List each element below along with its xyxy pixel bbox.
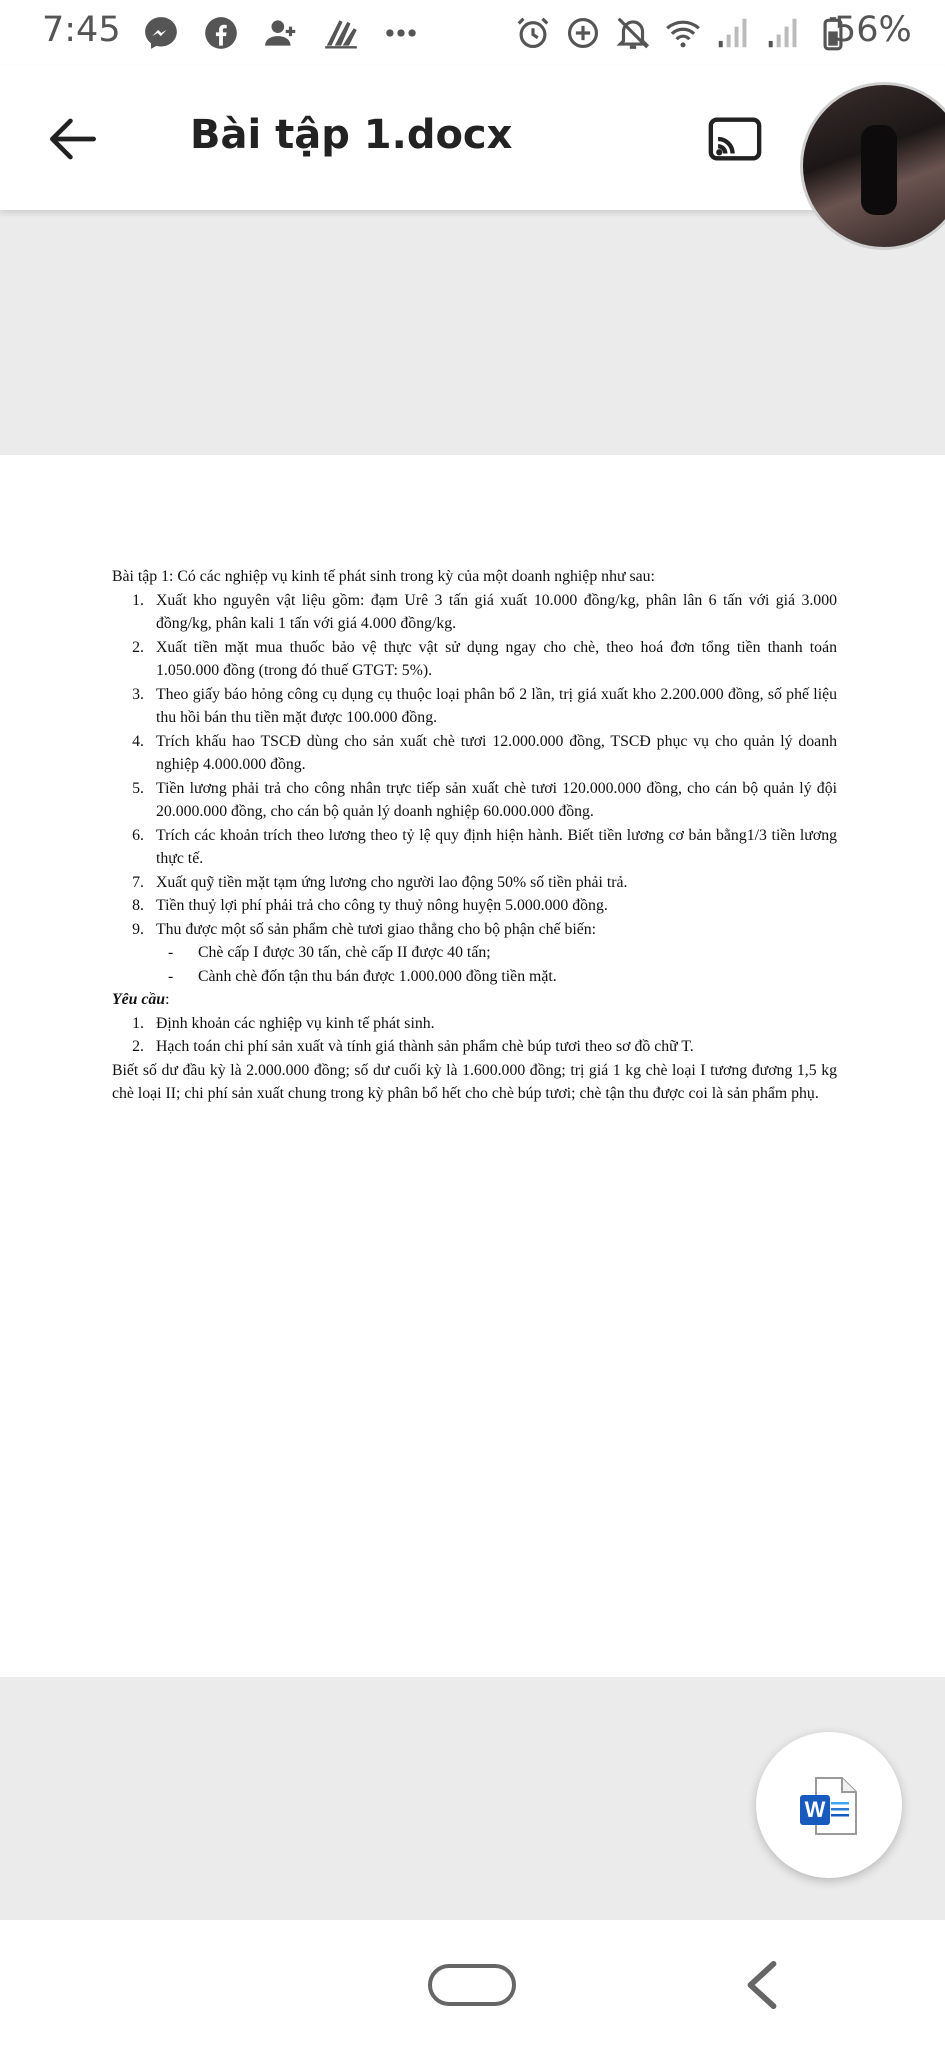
status-bar (0, 0, 945, 66)
facebook-icon (202, 14, 240, 52)
svg-text:W: W (804, 1797, 826, 1822)
list-item: 9. Thu được một số sản phẩm chè tươi giao thẳng cho bộ phận chế biến: (132, 920, 597, 938)
list-item: 6. Trích các khoản trích theo lương theo tỷ lệ quy định hiện hành. Biết tiền lương cơ bản bằng1/3 tiền lương thực tế. (132, 826, 837, 867)
home-button[interactable] (428, 1964, 516, 2006)
sub-list-item: - Cành chè đốn tận thu bán được 1.000.000 đồng tiền mặt. (168, 967, 557, 985)
document-closing: Biết số dư đầu kỳ là 2.000.000 đồng; số dư cuối kỳ là 1.600.000 đồng; trị giá 1 kg chè loại I tương đương 1,5 kg chè loại II; chi phí sản xuất chung trong kỳ phân bổ hết cho chè búp tươi; chè tận thu được coi là sản phẩm phụ. (112, 1061, 837, 1102)
requirements-heading: Yêu cầu: (112, 991, 170, 1008)
list-item: 8. Tiền thuỷ lợi phí phải trả cho công ty thuỷ nông huyện 5.000.000 đồng. (132, 897, 608, 914)
list-item: 7. Xuất quỹ tiền mặt tạm ứng lương cho người lao động 50% số tiền phải trả. (132, 873, 628, 891)
wifi-icon (664, 14, 702, 52)
alarm-icon (514, 14, 552, 52)
signal-icon (714, 14, 752, 52)
status-notification-icons (142, 14, 420, 52)
cast-icon[interactable] (706, 110, 764, 168)
document-body (112, 565, 837, 1106)
word-icon (798, 1776, 860, 1836)
document-title: Bài tập 1.docx (190, 112, 513, 158)
navigation-bar (0, 1920, 945, 2048)
task-list (112, 589, 837, 942)
chevron-back-icon[interactable] (744, 1960, 780, 2010)
open-in-word-button[interactable] (756, 1732, 902, 1878)
list-item: 1. Xuất kho nguyên vật liệu gồm: đạm Urê 3 tấn giá xuất 10.000 đồng/kg, phân lân 6 tấn với giá 3.000 đồng/kg, phân kali 1 tấn với giá 4.000 đồng/kg. (132, 591, 837, 632)
status-time: 7:45 (42, 10, 121, 50)
list-item: 2. Hạch toán chi phí sản xuất và tính giá thành sản phẩm chè búp tươi theo sơ đồ chữ T. (132, 1038, 694, 1055)
document-page (0, 455, 945, 1677)
document-intro: Bài tập 1: Có các nghiệp vụ kinh tế phát sinh trong kỳ của một doanh nghiệp như sau: (112, 568, 655, 585)
list-item: 2. Xuất tiền mặt mua thuốc bảo vệ thực vật sử dụng ngay cho chè, theo hoá đơn tổng tiền thanh toán 1.050.000 đồng (trong đó thuế GTGT: 5%). (132, 638, 837, 679)
data-saver-icon (564, 14, 602, 52)
mute-icon (614, 14, 652, 52)
list-item: 4. Trích khấu hao TSCĐ dùng cho sản xuất chè tươi 12.000.000 đồng, TSCĐ phục vụ cho quản lý doanh nghiệp 4.000.000 đồng. (132, 732, 837, 773)
arrow-left-icon[interactable] (42, 108, 104, 170)
list-item: 1. Định khoản các nghiệp vụ kinh tế phát sinh. (132, 1014, 435, 1032)
list-item: 3. Theo giấy báo hỏng công cụ dụng cụ thuộc loại phân bổ 2 lần, trị giá xuất kho 2.200.000 đồng, số phế liệu thu hồi bán thu tiền mặt được 100.000 đồng. (132, 685, 837, 726)
books-icon (322, 14, 360, 52)
sub-list-item: - Chè cấp I được 30 tấn, chè cấp II được 40 tấn; (168, 944, 491, 961)
signal-icon (764, 14, 802, 52)
add-contact-icon (262, 14, 300, 52)
messenger-icon (142, 14, 180, 52)
list-item: 5. Tiền lương phải trả cho công nhân trực tiếp sản xuất chè tươi 120.000.000 đồng, cho cán bộ quản lý đội 20.000.000 đồng, cho cán bộ quản lý doanh nghiệp 60.000.000 đồng. (132, 779, 837, 820)
more-dots-icon (382, 14, 420, 52)
status-system-icons (514, 14, 852, 52)
requirements-list (112, 1012, 837, 1059)
battery-percent: 56% (834, 10, 912, 50)
